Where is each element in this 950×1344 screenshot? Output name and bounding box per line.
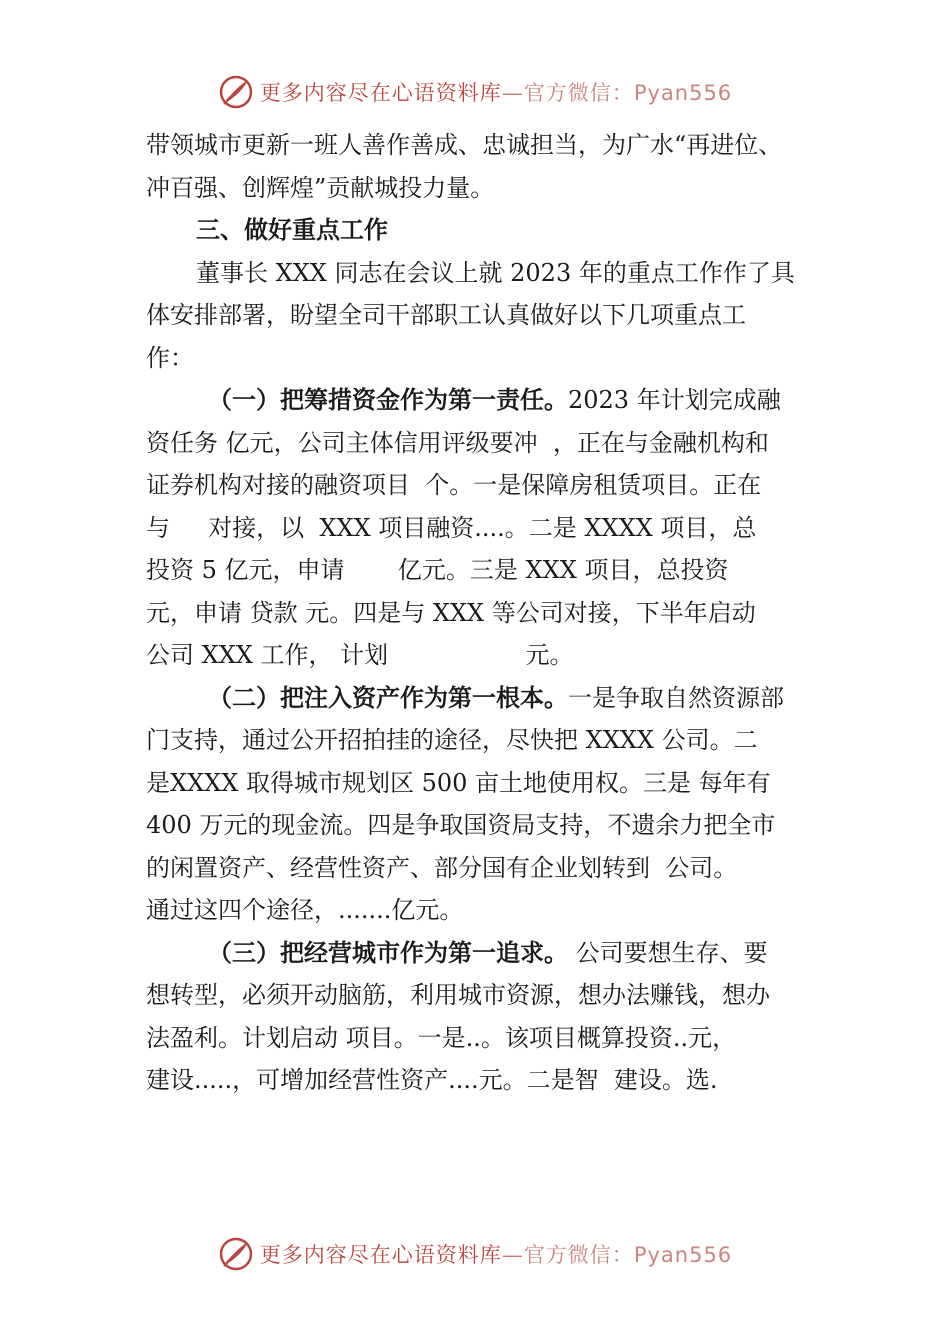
subsection-text: 一是争取自然资源部 xyxy=(568,683,784,712)
paragraph-line: 体安排部署，盼望全司干部职工认真做好以下几项重点工 xyxy=(146,301,746,329)
banner-text xyxy=(260,77,732,107)
paragraph-line: 是XXXX 取得城市规划区 500 亩土地使用权。三是 每年有 xyxy=(146,768,771,797)
paragraph-line: 董事长 XXX 同志在会议上就 2023 年的重点工作作了具 xyxy=(196,258,795,287)
section-heading: 三、做好重点工作 xyxy=(196,216,388,244)
subsection-title: （一）把筹措资金作为第一责任。 xyxy=(208,385,568,414)
subsection-line xyxy=(146,677,810,720)
subsection-line xyxy=(146,379,810,422)
banner-wechat-id: Pyan556 xyxy=(633,1243,733,1267)
banner-wechat-label: 官方微信： xyxy=(523,1243,634,1267)
banner-wechat-label: 官方微信： xyxy=(523,81,634,105)
paragraph-line: 证券机构对接的融资项目 个。一是保障房租赁项目。正在 xyxy=(146,471,762,499)
paragraph-line: 冲百强、创辉煌”贡献城投力量。 xyxy=(146,173,495,202)
feather-pen-logo-icon xyxy=(218,1236,254,1272)
paragraph-line: 建设.....，可增加经营性资产....元。二是智 建设。选. xyxy=(146,1066,718,1094)
paragraph-line: 作： xyxy=(146,343,194,372)
subsection-title: （三）把经营城市作为第一追求。 xyxy=(208,937,568,967)
paragraph-line: 与 对接，以 XXX 项目融资....。二是 XXXX 项目，总 xyxy=(146,513,757,542)
header-banner xyxy=(0,70,950,114)
paragraph-line: 元，申请 贷款 元。四是与 XXX 等公司对接，下半年启动 xyxy=(146,598,756,627)
banner-site-name: 更多内容尽在心语资料库 xyxy=(259,1243,502,1267)
paragraph-line: 资任务 亿元，公司主体信用评级要冲 ，正在与金融机构和 xyxy=(146,428,769,457)
footer-banner xyxy=(0,1232,950,1276)
paragraph-line: 的闲置资产、经营性资产、部分国有企业划转到 公司。 xyxy=(146,853,738,882)
banner-separator: — xyxy=(501,81,524,105)
paragraph-line: 带领城市更新一班人善作善成、忠诚担当，为广水“再进位、 xyxy=(146,131,783,159)
paragraph-line: 公司 XXX 工作， 计划 元。 xyxy=(146,641,574,669)
banner-separator: — xyxy=(501,1243,524,1267)
banner-wechat-id: Pyan556 xyxy=(633,81,733,105)
subsection-line xyxy=(146,932,810,975)
subsection-text: 2023 年计划完成融 xyxy=(568,386,781,414)
document-body xyxy=(146,124,810,1102)
paragraph-line: 法盈利。计划启动 项目。一是..。该项目概算投资..元， xyxy=(146,1023,737,1052)
paragraph-line: 门支持，通过公开招拍挂的途径，尽快把 XXXX 公司。二 xyxy=(146,726,758,754)
paragraph-line: 通过这四个途径，.......亿元。 xyxy=(146,896,464,924)
subsection-title: （二）把注入资产作为第一根本。 xyxy=(208,682,568,712)
feather-pen-logo-icon xyxy=(218,74,254,110)
subsection-text: 公司要想生存、要 xyxy=(568,938,768,967)
paragraph-line: 投资 5 亿元，申请 亿元。三是 XXX 项目，总投资 xyxy=(146,556,729,584)
paragraph-line: 想转型，必须开动脑筋，利用城市资源，想办法赚钱，想办 xyxy=(146,981,770,1009)
banner-site-name: 更多内容尽在心语资料库 xyxy=(259,81,502,105)
banner-text xyxy=(260,1239,732,1269)
paragraph-line: 400 万元的现金流。四是争取国资局支持，不遗余力把全市 xyxy=(146,811,776,839)
